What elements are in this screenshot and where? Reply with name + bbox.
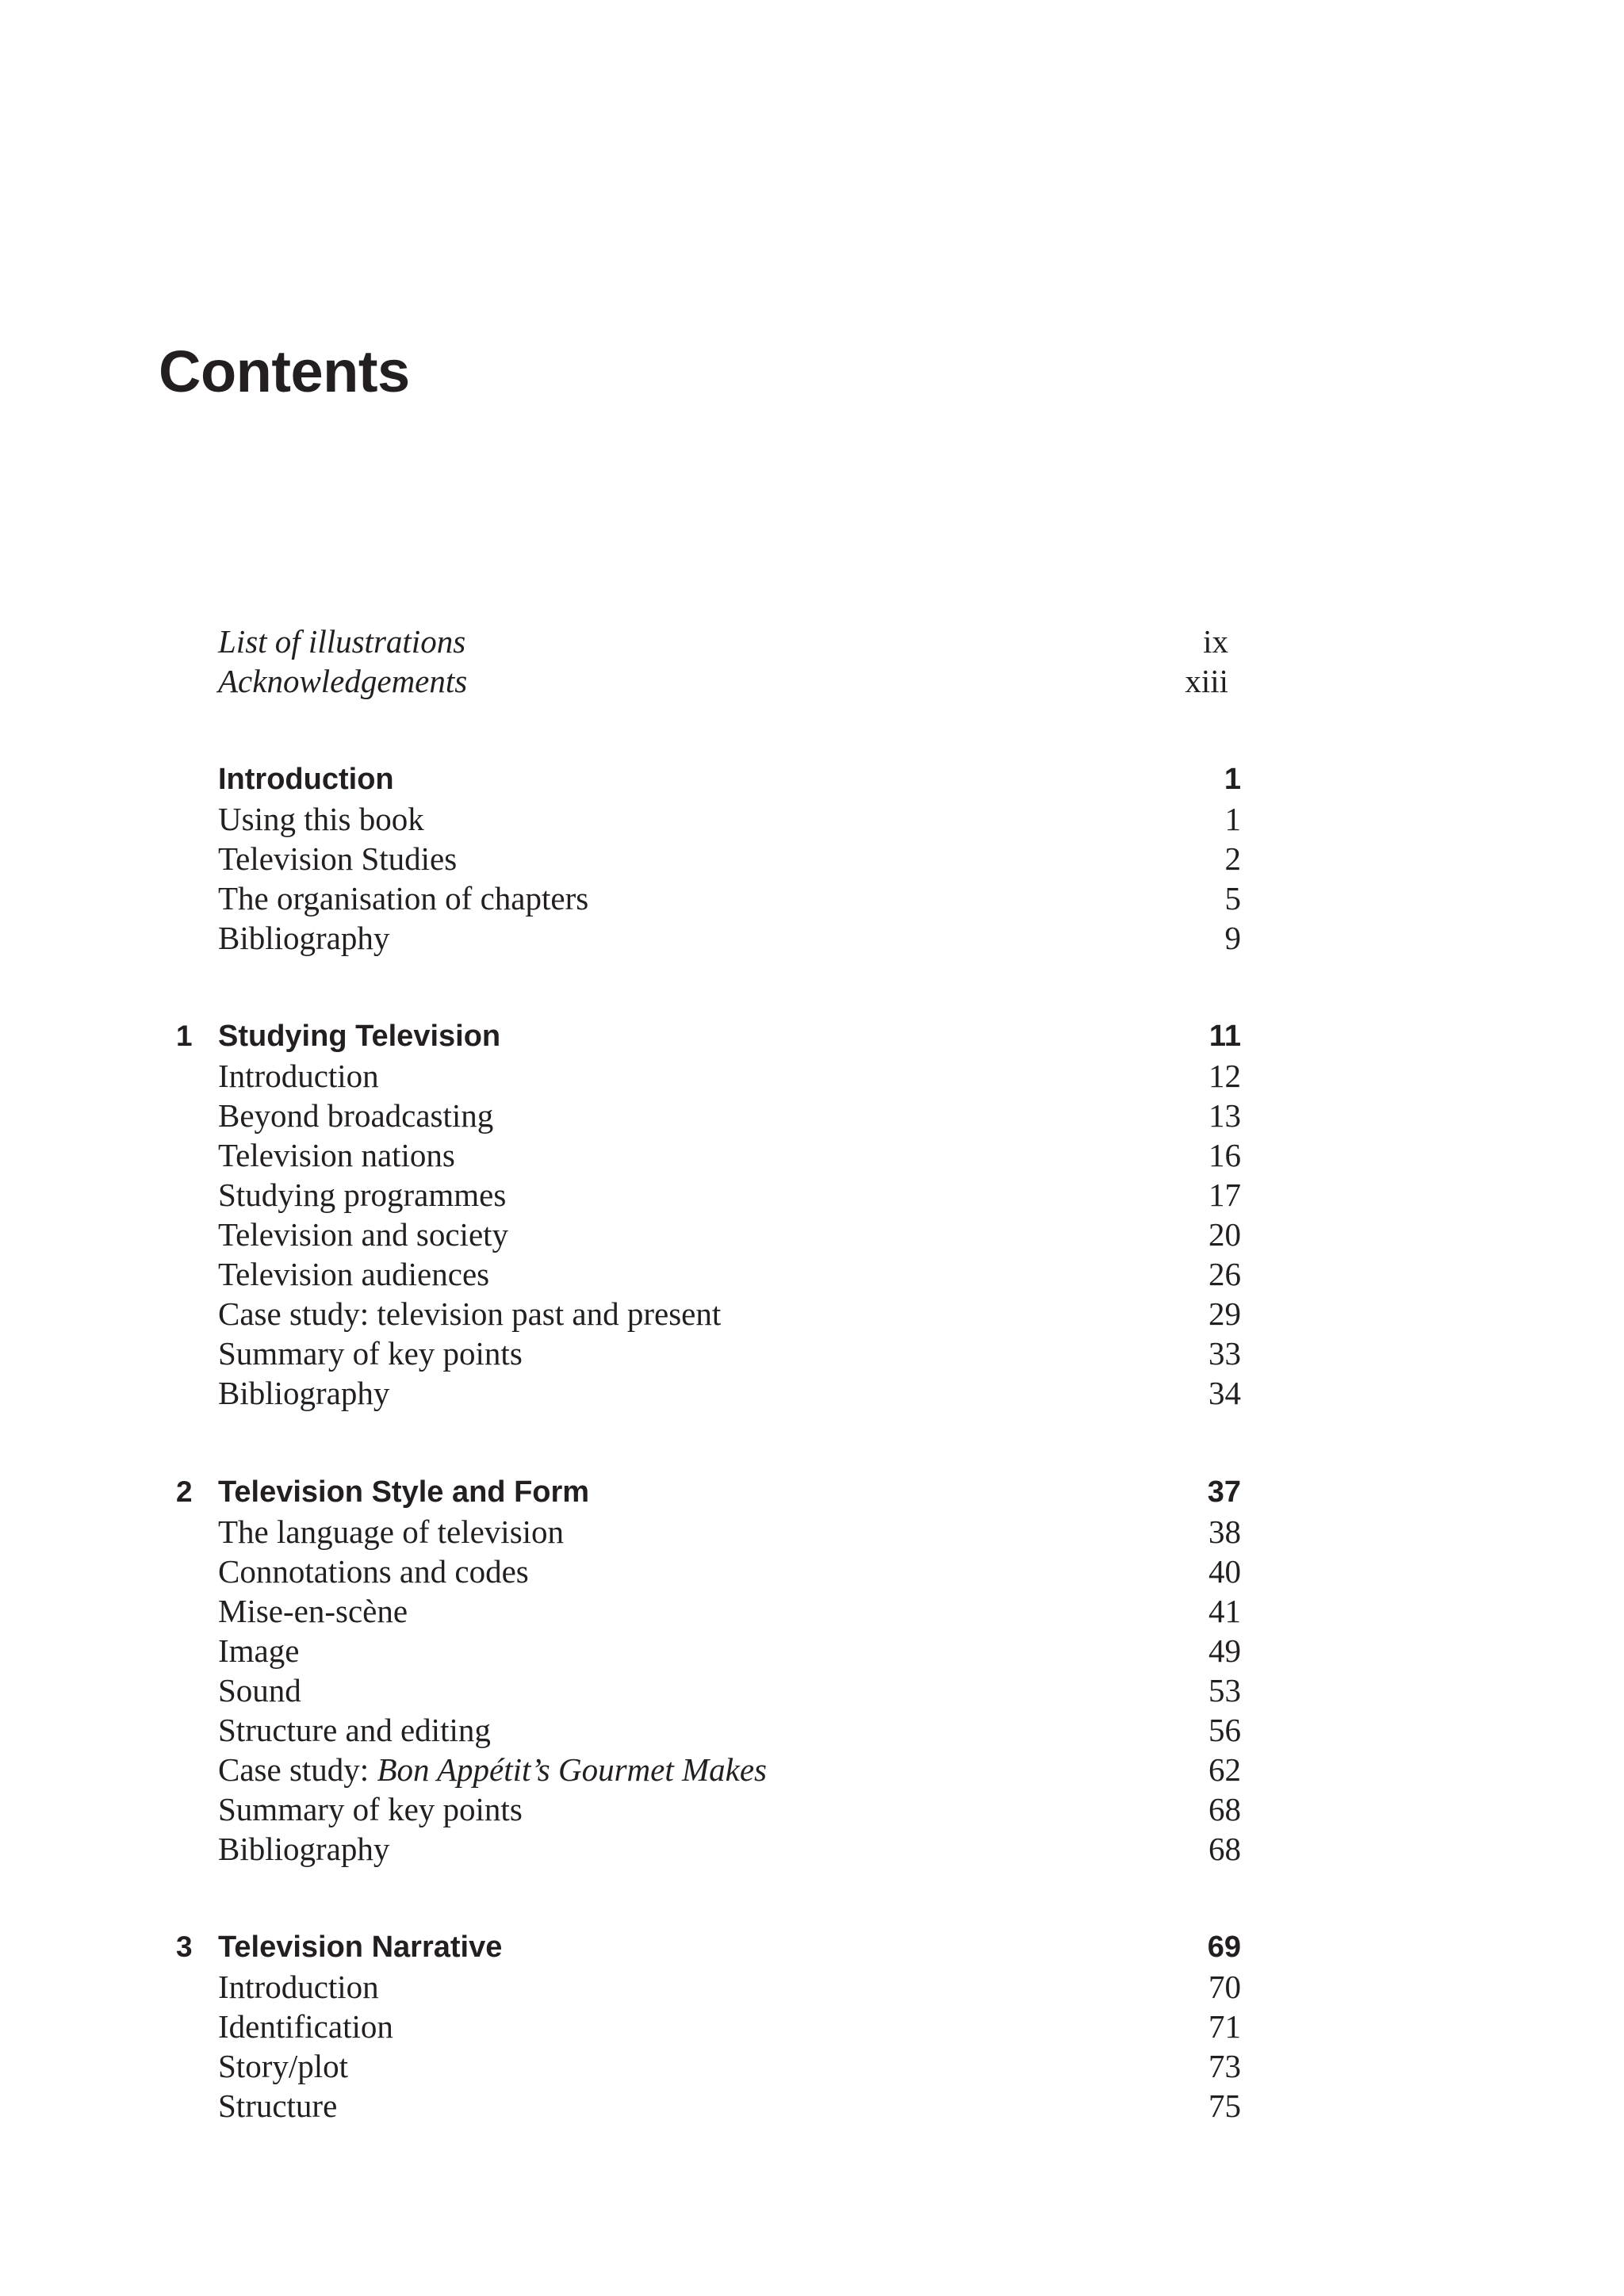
toc-entry-page: 9 xyxy=(1224,920,1241,956)
toc-entry-page: 29 xyxy=(1208,1295,1241,1332)
toc-entry[interactable] xyxy=(0,2046,1624,2086)
toc-entry[interactable] xyxy=(0,1294,1624,1334)
toc-entry-page: 41 xyxy=(1208,1593,1241,1629)
toc-entry-title: The organisation of chapters xyxy=(218,880,589,916)
toc-entry-title: Introduction xyxy=(218,1058,379,1094)
toc-entry-title: Summary of key points xyxy=(218,1791,523,1827)
toc-entry-page: xiii xyxy=(1185,663,1228,699)
toc-entry-page: 26 xyxy=(1208,1256,1241,1292)
toc-entry[interactable] xyxy=(0,1215,1624,1254)
toc-entry-title: Story/plot xyxy=(218,2048,349,2084)
toc-entry-title-prefix: Case study: xyxy=(218,1751,377,1788)
toc-entry-page: 68 xyxy=(1208,1791,1241,1827)
toc-entry-title xyxy=(218,1750,767,1789)
toc-entry[interactable] xyxy=(0,1175,1624,1215)
toc-entry-page: 70 xyxy=(1208,1969,1241,2005)
chapter-title: Television Style and Form xyxy=(218,1475,590,1509)
toc-entry[interactable] xyxy=(0,878,1624,918)
toc-entry-case-study[interactable] xyxy=(0,1750,1624,1789)
toc-entry-page: 33 xyxy=(1208,1335,1241,1372)
toc-entry-title: Connotations and codes xyxy=(218,1553,529,1590)
toc-entry[interactable] xyxy=(0,1591,1624,1631)
toc-entry-page: 62 xyxy=(1208,1751,1241,1788)
toc-entry[interactable] xyxy=(0,1334,1624,1373)
toc-entry-page: 71 xyxy=(1208,2008,1241,2045)
toc-entry[interactable] xyxy=(0,1373,1624,1413)
chapter-number: 3 xyxy=(176,1931,193,1963)
toc-entry-title: Television nations xyxy=(218,1137,455,1173)
toc-entry-title: Using this book xyxy=(218,801,424,837)
programme-title: Bon Appétit’s Gourmet Makes xyxy=(377,1751,767,1788)
toc-entry[interactable] xyxy=(0,1254,1624,1294)
toc-entry-page: 2 xyxy=(1224,840,1241,877)
toc-entry[interactable] xyxy=(0,1829,1624,1869)
toc-entry-title: Mise-en-scène xyxy=(218,1593,408,1629)
toc-entry-title: Structure xyxy=(218,2087,338,2124)
toc-entry[interactable] xyxy=(0,1789,1624,1829)
toc-entry[interactable] xyxy=(0,1967,1624,2007)
toc-chapter-1[interactable] xyxy=(0,1016,1624,1056)
toc-entry-title: Television and society xyxy=(218,1216,509,1253)
toc-entry-title: Bibliography xyxy=(218,920,390,956)
page-title: Contents xyxy=(159,339,410,404)
toc-entry-page: ix xyxy=(1203,623,1228,660)
chapter-number: 2 xyxy=(176,1475,193,1508)
toc-section-introduction[interactable] xyxy=(0,760,1624,799)
toc-entry[interactable] xyxy=(0,918,1624,958)
toc-entry-page: 13 xyxy=(1208,1097,1241,1134)
toc-entry-list-of-illustrations[interactable] xyxy=(0,622,1624,661)
toc-entry[interactable] xyxy=(0,1096,1624,1135)
toc-entry-title: Beyond broadcasting xyxy=(218,1097,494,1134)
toc-entry-title: Identification xyxy=(218,2008,393,2045)
toc-chapter-3[interactable] xyxy=(0,1927,1624,1967)
toc-entry[interactable] xyxy=(0,2007,1624,2046)
chapter-page: 11 xyxy=(1208,1020,1241,1053)
toc-entry-title: List of illustrations xyxy=(218,623,466,660)
toc-entry[interactable] xyxy=(0,1512,1624,1552)
toc-entry-page: 49 xyxy=(1208,1632,1241,1669)
toc-entry-page: 38 xyxy=(1208,1513,1241,1550)
toc-entry-acknowledgements[interactable] xyxy=(0,661,1624,701)
chapter-page: 69 xyxy=(1207,1931,1241,1964)
toc-entry-title: Bibliography xyxy=(218,1375,390,1411)
toc-entry-title: Television Studies xyxy=(218,840,458,877)
toc-entry-page: 75 xyxy=(1208,2087,1241,2124)
chapter-title: Television Narrative xyxy=(218,1931,503,1964)
toc-entry[interactable] xyxy=(0,2086,1624,2126)
toc-chapter-2[interactable] xyxy=(0,1472,1624,1512)
toc-entry-title: Image xyxy=(218,1632,300,1669)
toc-entry-page: 20 xyxy=(1208,1216,1241,1253)
chapter-page: 37 xyxy=(1207,1475,1241,1509)
toc-entry-title: Case study: television past and present xyxy=(218,1295,722,1332)
toc-entry-title: Summary of key points xyxy=(218,1335,523,1372)
toc-entry-page: 56 xyxy=(1208,1712,1241,1748)
toc-entry[interactable] xyxy=(0,839,1624,878)
section-title: Introduction xyxy=(218,763,394,796)
toc-entry-page: 16 xyxy=(1208,1137,1241,1173)
toc-entry-page: 40 xyxy=(1208,1553,1241,1590)
toc-entry-page: 1 xyxy=(1224,801,1241,837)
toc-entry[interactable] xyxy=(0,1670,1624,1710)
toc-entry-title: Television audiences xyxy=(218,1256,490,1292)
toc-entry[interactable] xyxy=(0,799,1624,839)
toc-entry-title: Studying programmes xyxy=(218,1177,507,1213)
toc-entry-page: 68 xyxy=(1208,1831,1241,1867)
toc-entry-title: Bibliography xyxy=(218,1831,390,1867)
toc-entry-title: Structure and editing xyxy=(218,1712,491,1748)
chapter-number: 1 xyxy=(176,1020,193,1052)
toc-entry-page: 53 xyxy=(1208,1672,1241,1709)
chapter-title: Studying Television xyxy=(218,1020,501,1053)
toc-entry[interactable] xyxy=(0,1135,1624,1175)
toc-entry-title: Sound xyxy=(218,1672,301,1709)
toc-entry[interactable] xyxy=(0,1552,1624,1591)
toc-entry[interactable] xyxy=(0,1710,1624,1750)
toc-entry-page: 5 xyxy=(1224,880,1241,916)
section-page: 1 xyxy=(1224,763,1241,796)
toc-entry-page: 34 xyxy=(1208,1375,1241,1411)
toc-entry-page: 17 xyxy=(1208,1177,1241,1213)
toc-entry-page: 12 xyxy=(1208,1058,1241,1094)
toc-entry[interactable] xyxy=(0,1056,1624,1096)
toc-entry[interactable] xyxy=(0,1631,1624,1670)
toc-entry-title: Introduction xyxy=(218,1969,379,2005)
toc-entry-page: 73 xyxy=(1208,2048,1241,2084)
toc-entry-title: Acknowledgements xyxy=(218,663,468,699)
toc-entry-title: The language of television xyxy=(218,1513,565,1550)
